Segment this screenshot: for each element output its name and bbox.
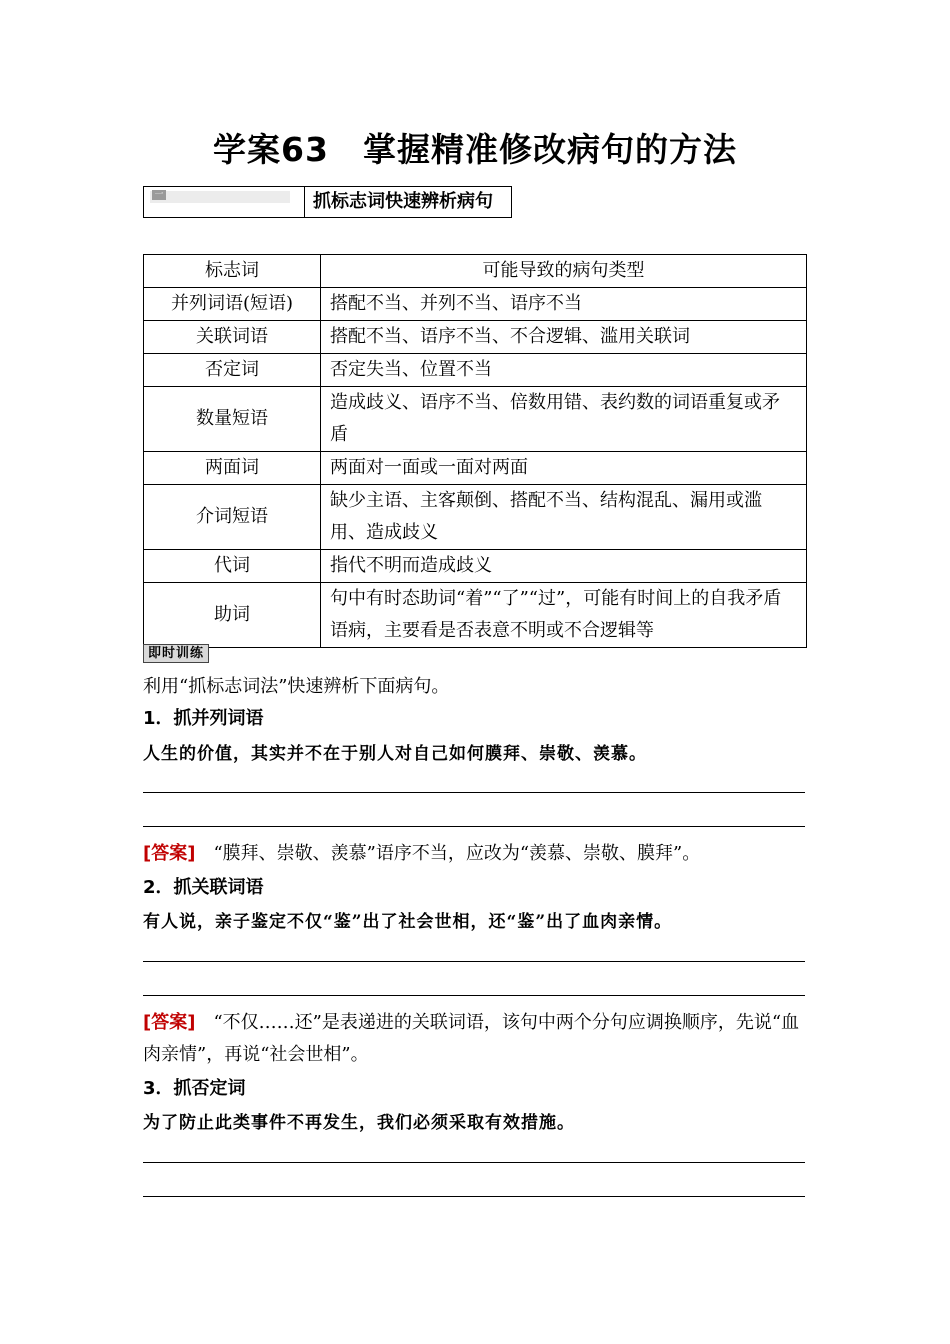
section-number-box xyxy=(144,187,305,217)
table-cell-error-type: 句中有时态助词“着”“了”“过”，可能有时间上的自我矛盾语病，主要看是否表意不明或不合逻辑等 xyxy=(321,583,807,648)
table-row xyxy=(144,288,807,321)
exercise-sentence: 人生的价值，其实并不在于别人对自己如何膜拜、崇敬、羡慕。 xyxy=(143,744,647,764)
section-title: 抓标志词快速辨析病句 xyxy=(313,191,493,212)
table-cell-marker: 否定词 xyxy=(144,354,321,387)
answer-line xyxy=(143,1196,805,1197)
answer-tag: [答案] xyxy=(143,843,196,864)
intro-text: 利用“抓标志词法”快速辨析下面病句。 xyxy=(143,676,450,697)
table-cell-error-type: 搭配不当、语序不当、不合逻辑、滥用关联词 xyxy=(321,321,807,354)
table-cell-marker: 助词 xyxy=(144,583,321,648)
exercise-heading: 3．抓否定词 xyxy=(143,1078,246,1099)
table-header-row xyxy=(144,255,807,288)
table-cell-marker: 代词 xyxy=(144,550,321,583)
table-row xyxy=(144,321,807,354)
table-cell-error-type: 造成歧义、语序不当、倍数用错、表约数的词语重复或矛盾 xyxy=(321,387,807,452)
table-row xyxy=(144,583,807,648)
answer-text: “不仅……还”是表递进的关联词语，该句中两个分句应调换顺序，先说“血肉亲情”，再说“社会世相”。 xyxy=(143,1012,800,1065)
section-header xyxy=(143,186,512,218)
answer-paragraph xyxy=(143,838,808,870)
table-row xyxy=(144,354,807,387)
answer-tag: [答案] xyxy=(143,1012,196,1033)
exercise-heading: 1．抓并列词语 xyxy=(143,708,264,729)
table-cell-error-type: 两面对一面或一面对两面 xyxy=(321,452,807,485)
table-header-marker: 标志词 xyxy=(144,255,321,288)
table-row xyxy=(144,387,807,452)
section-number: 一 xyxy=(152,190,166,200)
table-cell-error-type: 指代不明而造成歧义 xyxy=(321,550,807,583)
drill-label: 即时训练 xyxy=(143,644,209,663)
table-cell-marker: 数量短语 xyxy=(144,387,321,452)
table-cell-marker: 介词短语 xyxy=(144,485,321,550)
answer-line xyxy=(143,961,805,962)
table-row xyxy=(144,550,807,583)
table-cell-marker: 并列词语(短语) xyxy=(144,288,321,321)
table-row xyxy=(144,452,807,485)
marker-word-table xyxy=(143,254,807,648)
answer-paragraph xyxy=(143,1007,808,1071)
table-cell-marker: 关联词语 xyxy=(144,321,321,354)
page-title: 学案63 掌握精准修改病句的方法 xyxy=(213,130,737,169)
answer-line xyxy=(143,792,805,793)
exercise-heading: 2．抓关联词语 xyxy=(143,877,264,898)
table-header-error-type: 可能导致的病句类型 xyxy=(321,255,807,288)
table-row xyxy=(144,485,807,550)
exercise-sentence: 为了防止此类事件不再发生，我们必须采取有效措施。 xyxy=(143,1113,575,1133)
answer-text: “膜拜、崇敬、羡慕”语序不当，应改为“羡慕、崇敬、膜拜”。 xyxy=(213,843,701,864)
answer-line xyxy=(143,1162,805,1163)
answer-line xyxy=(143,826,805,827)
section-number-bar xyxy=(150,191,290,203)
table-cell-error-type: 搭配不当、并列不当、语序不当 xyxy=(321,288,807,321)
table-cell-marker: 两面词 xyxy=(144,452,321,485)
table-cell-error-type: 缺少主语、主客颠倒、搭配不当、结构混乱、漏用或滥用、造成歧义 xyxy=(321,485,807,550)
table-cell-error-type: 否定失当、位置不当 xyxy=(321,354,807,387)
answer-line xyxy=(143,995,805,996)
exercise-sentence: 有人说，亲子鉴定不仅“鉴”出了社会世相，还“鉴”出了血肉亲情。 xyxy=(143,912,673,932)
